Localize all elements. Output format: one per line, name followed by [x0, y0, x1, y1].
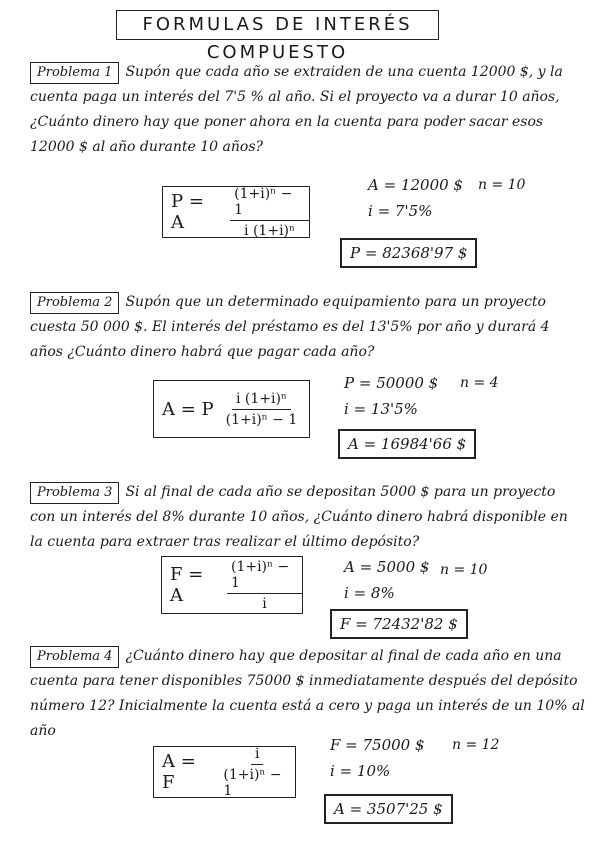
problem-3-result: F = 72432'82 $ — [330, 609, 468, 639]
problem-3-givens: A = 5000 $ i = 8% — [344, 558, 430, 602]
problem-4-formula: A = F $\frac{i}{\text{(1+i)ⁿ − 1}}$ — [153, 746, 296, 798]
problem-3-label: Problema 3 — [30, 482, 119, 504]
problem-1-text — [30, 60, 585, 160]
problem-1-formula: P = A $\frac{\text{(1+i)ⁿ − 1}}{\text{i (1+i)ⁿ}}$ — [162, 186, 310, 238]
problem-1-label: Problema 1 — [30, 62, 119, 84]
problem-1-givens: A = 12000 $ i = 7'5% — [368, 176, 463, 220]
problem-4-statement: ¿Cuánto dinero hay que depositar al final de cada año en una cuenta para tener disponibles 75000 $ inmediatamente después del depósito número 12? Inicialmente la cuenta está a cero y paga un interés de un 10% al año — [30, 648, 585, 739]
problem-2-givens: P = 50000 $ i = 13'5% — [344, 374, 439, 418]
problem-2-text — [30, 290, 585, 365]
problem-1-statement: Supón que cada año se extraiden de una cuenta 12000 $, y la cuenta paga un interés del 7'5 % al año. Si el proyecto va a durar 10 años, ¿Cuánto dinero hay que poner ahora en la cuenta para poder sacar esos 12000 $ al año durante 10 años? — [30, 64, 563, 155]
problem-2-formula: A = P $\frac{\text{i (1+i)ⁿ}}{\text{(1+i)ⁿ − 1}}$ — [153, 380, 310, 438]
problem-2-n: n = 4 — [460, 375, 499, 391]
problem-1-n: n = 10 — [478, 177, 526, 193]
problem-3-n: n = 10 — [440, 562, 488, 578]
problem-3-text — [30, 480, 585, 555]
problem-2-label: Problema 2 — [30, 292, 119, 314]
problem-4-label: Problema 4 — [30, 646, 119, 668]
problem-4-result: A = 3507'25 $ — [324, 794, 453, 824]
problem-3-formula: F = A $\frac{\text{(1+i)ⁿ − 1}}{i}$ — [161, 556, 303, 614]
problem-2-result: A = 16984'66 $ — [338, 429, 476, 459]
problem-3-statement: Si al final de cada año se depositan 5000 $ para un proyecto con un interés del 8% durante 10 años, ¿Cuánto dinero habrá disponible en la cuenta para extraer tras realizar el último depósito? — [30, 484, 568, 550]
page-title: FORMULAS DE INTERÉS COMPUESTO — [116, 10, 439, 40]
problem-2-statement: Supón que un determinado equipamiento para un proyecto cuesta 50 000 $. El interés del préstamo es del 13'5% por año y durará 4 años ¿Cuánto dinero habrá que pagar cada año? — [30, 294, 550, 360]
problem-1-result: P = 82368'97 $ — [340, 238, 477, 268]
problem-4-n: n = 12 — [452, 737, 500, 753]
problem-4-givens: F = 75000 $ i = 10% — [330, 736, 425, 780]
problem-4-text — [30, 644, 585, 744]
